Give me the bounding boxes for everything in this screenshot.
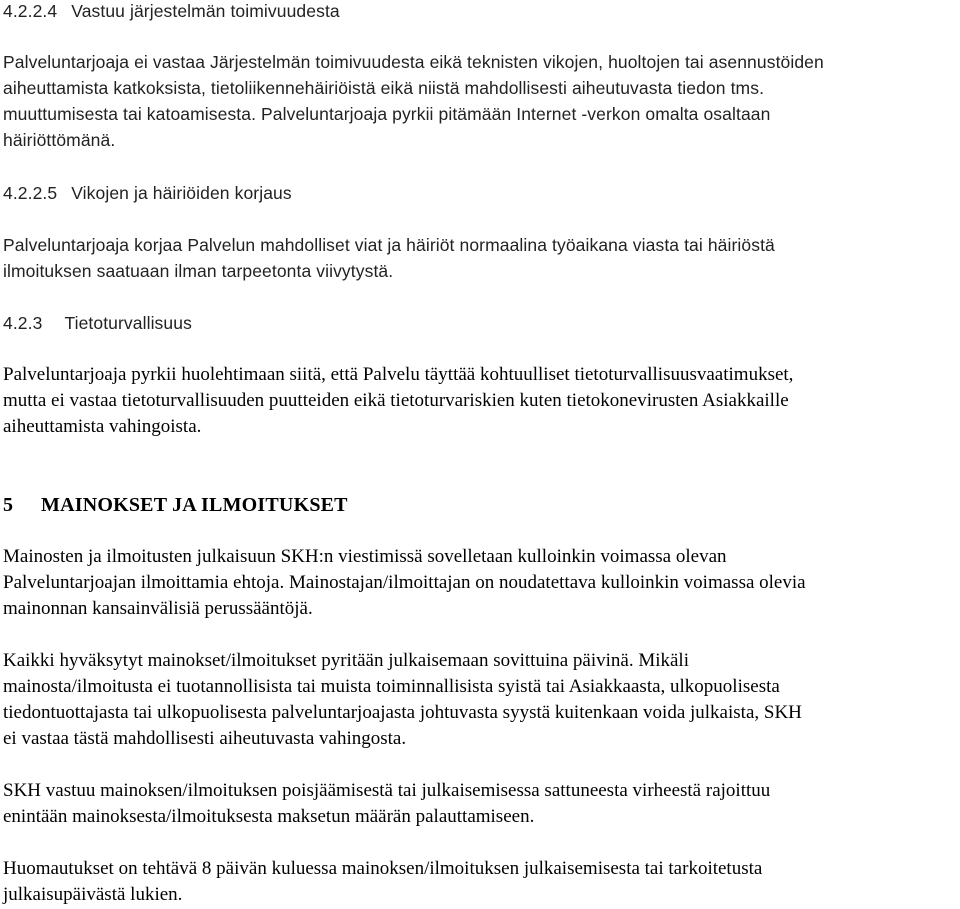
paragraph-line: Palveluntarjoajan ilmoittamia ehtoja. Mainostajan/ilmoittajan on noudatettava kulloinkin voimassa olevia — [3, 572, 806, 593]
paragraph-line: Palveluntarjoaja korjaa Palvelun mahdolliset viat ja häiriöt normaalina työaikana viasta tai häiriöstä — [3, 235, 775, 255]
paragraph-line: ilmoituksen saatuaan ilman tarpeetonta viivytystä. — [3, 261, 394, 281]
paragraph-line: häiriöttömänä. — [3, 130, 116, 150]
paragraph-line: Huomautukset on tehtävä 8 päivän kuluessa mainoksen/ilmoituksen julkaisemisesta tai tarkoitetusta — [3, 858, 763, 879]
heading-title: Vikojen ja häiriöiden korjaus — [71, 183, 292, 203]
paragraph-line: mainonnan kansainvälisiä perussääntöjä. — [3, 598, 313, 619]
paragraph-line: muuttumisesta tai katoamisesta. Palveluntarjoaja pyrkii pitämään Internet -verkon omalta osaltaan — [3, 104, 771, 124]
paragraph-line: mainosta/ilmoitusta ei tuotannollisista tai muista toiminnallisista syistä tai Asiakkaasta, ulkopuolisesta — [3, 676, 780, 697]
paragraph-line: Mainosten ja ilmoitusten julkaisuun SKH:n viestimissä sovelletaan kulloinkin voimassa olevan — [3, 546, 727, 567]
heading-title: MAINOKSET JA ILMOITUKSET — [41, 494, 348, 516]
paragraph-line: aiheuttamista katkoksista, tietoliikennehäiriöistä eikä niistä mahdollisesti aiheutuvasta tiedon tms. — [3, 78, 765, 98]
paragraph-line: ei vastaa tästä mahdollisesti aiheutuvasta vahingosta. — [3, 728, 407, 749]
paragraph-line: aiheuttamista vahingoista. — [3, 416, 202, 437]
paragraph-line: tiedontuottajasta tai ulkopuolisesta palveluntarjoajasta johtuvasta syystä kuitenkaan voida julkaista, SKH — [3, 702, 802, 723]
heading-number: 5 — [3, 494, 14, 516]
heading-title: Tietoturvallisuus — [64, 313, 192, 333]
section-heading-4225 — [3, 180, 292, 206]
paragraph-line: SKH vastuu mainoksen/ilmoituksen poisjäämisestä tai julkaisemisessa sattuneesta virheestä rajoittuu — [3, 780, 771, 801]
section-heading-423 — [3, 310, 192, 336]
heading-number: 4.2.2.5 — [3, 183, 58, 203]
section-heading-4224 — [3, 0, 340, 24]
paragraph-line: julkaisupäivästä lukien. — [3, 884, 183, 905]
heading-number: 4.2.3 — [3, 313, 43, 333]
paragraph-line: Palveluntarjoaja pyrkii huolehtimaan siitä, että Palvelu täyttää kohtuulliset tietoturvallisuusvaatimukset, — [3, 364, 794, 385]
heading-title: Vastuu järjestelmän toimivuudesta — [71, 1, 340, 21]
paragraph-line: enintään mainoksesta/ilmoituksesta maksetun määrän palauttamiseen. — [3, 806, 535, 827]
paragraph-line: Kaikki hyväksytyt mainokset/ilmoitukset pyritään julkaisemaan sovittuina päivinä. Mikäli — [3, 650, 689, 671]
paragraph-line: Palveluntarjoaja ei vastaa Järjestelmän toimivuudesta eikä teknisten vikojen, huoltojen tai asennustöiden — [3, 52, 824, 72]
heading-number: 4.2.2.4 — [3, 1, 58, 21]
paragraph-line: mutta ei vastaa tietoturvallisuuden puutteiden eikä tietoturvariskien kuten tietokonevirusten Asiakkaille — [3, 390, 789, 411]
section-heading-5 — [3, 492, 348, 518]
